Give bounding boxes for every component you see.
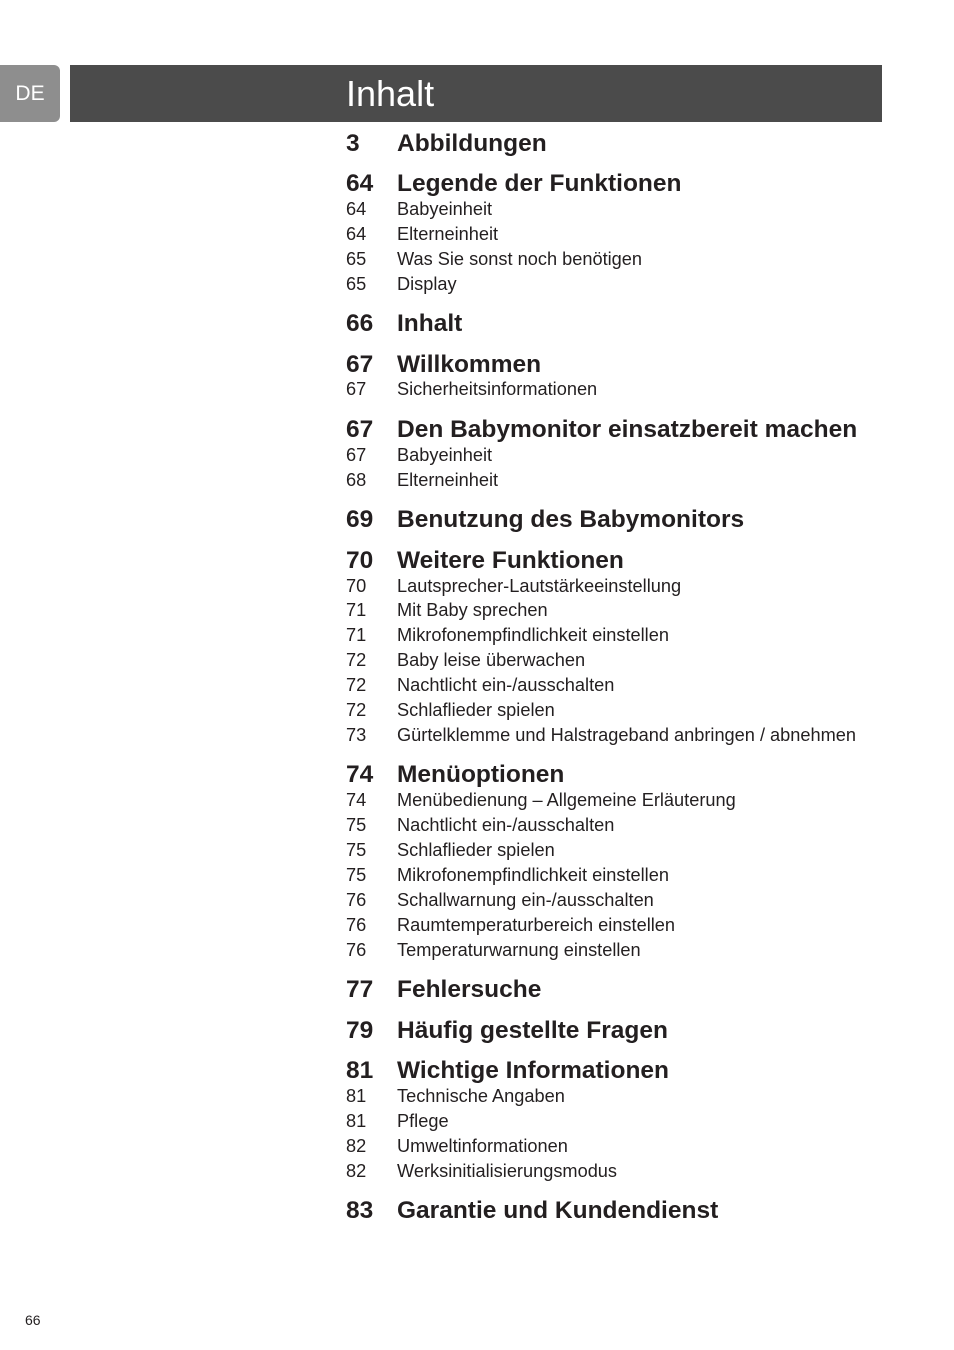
toc-heading [346,978,906,1003]
toc-entry-page: 81 [346,1085,367,1106]
toc-entry-title: Nachtlicht ein-/ausschalten [397,815,615,836]
toc-entry-page: 82 [346,1160,367,1181]
toc-heading-page: 67 [346,350,374,378]
toc-entry-title: Schallwarnung ein-/ausschalten [397,889,654,910]
toc-heading [346,508,906,533]
toc-heading-title: Wichtige Informationen [397,1057,670,1085]
toc-entry-page: 72 [346,699,367,720]
toc-heading-page: 77 [346,976,374,1004]
page-title: Inhalt [346,73,435,114]
toc-heading-title: Fehlersuche [397,976,542,1004]
toc-entry [346,1084,906,1109]
toc-section [346,546,906,748]
toc-section [346,350,906,403]
toc-heading [346,763,906,788]
toc-entry-page: 71 [346,600,367,621]
toc-heading [346,350,906,378]
language-tab: DE [0,65,60,122]
toc-entry [346,1109,906,1134]
toc-heading-title: Den Babymonitor einsatzbereit machen [397,415,858,443]
toc-heading-page: 66 [346,310,374,338]
toc-entry-title: Baby leise überwachen [397,650,586,671]
toc-heading-title: Menüoptionen [397,761,565,789]
toc-entry-page: 71 [346,625,367,646]
toc-entry [346,698,906,723]
toc-entry-title: Elterneinheit [397,469,499,490]
toc-entry [346,468,906,493]
toc-section [346,129,906,157]
toc-entry [346,623,906,648]
toc-entry-page: 72 [346,650,367,671]
toc-section [346,508,906,533]
toc-entry-page: 82 [346,1135,367,1156]
toc-entry-page: 64 [346,198,367,219]
toc-entry-title: Raumtemperaturbereich einstellen [397,914,676,935]
toc-entry-page: 64 [346,223,367,244]
toc-entry-page: 67 [346,444,367,465]
toc-section [346,169,906,296]
toc-entry-page: 68 [346,469,367,490]
toc-heading-title: Willkommen [397,350,542,378]
toc-heading-page: 81 [346,1057,374,1085]
toc-entry [346,574,906,599]
toc-entry-title: Menübedienung – Allgemeine Erläuterung [397,790,736,811]
toc-section [346,1199,906,1224]
toc-entry-title: Umweltinformationen [397,1135,568,1156]
toc-entry-title: Technische Angaben [397,1085,565,1106]
toc-heading [346,1016,906,1044]
toc-entry-page: 75 [346,864,367,885]
toc-heading-page: 3 [346,129,360,157]
toc-entry-title: Mikrofonempfindlichkeit einstellen [397,864,669,885]
toc-entry-page: 75 [346,815,367,836]
toc-entry [346,648,906,673]
toc-entry-page: 70 [346,575,367,596]
toc-heading-title: Garantie und Kundendienst [397,1197,719,1225]
toc-entry-page: 76 [346,939,367,960]
toc-heading-page: 69 [346,506,374,534]
toc-entry [346,888,906,913]
toc-heading-page: 67 [346,415,374,443]
toc-heading-title: Benutzung des Babymonitors [397,506,745,534]
toc [346,129,906,1225]
toc-entry-title: Mit Baby sprechen [397,600,548,621]
toc-heading-title: Inhalt [397,310,463,338]
toc-entry-page: 65 [346,248,367,269]
toc-entry-title: Werksinitialisierungsmodus [397,1160,618,1181]
toc-entry-page: 76 [346,914,367,935]
toc-heading [346,415,906,443]
toc-entry [346,598,906,623]
toc-entry-title: Schlaflieder spielen [397,699,555,720]
toc-heading-page: 74 [346,761,374,789]
toc-entry-title: Mikrofonempfindlichkeit einstellen [397,625,669,646]
toc-entry-title: Temperaturwarnung einstellen [397,939,641,960]
toc-entry-title: Sicherheitsinformationen [397,379,598,400]
toc-heading-page: 70 [346,546,374,574]
toc-entry-title: Babyeinheit [397,444,493,465]
toc-entry-page: 74 [346,790,367,811]
toc-entry [346,222,906,247]
toc-heading [346,546,906,574]
toc-entry-page: 73 [346,724,367,745]
toc-entry-title: Babyeinheit [397,198,493,219]
toc-entry [346,272,906,297]
toc-heading-title: Abbildungen [397,129,547,157]
toc-entry [346,443,906,468]
toc-heading [346,169,906,197]
toc-entry [346,838,906,863]
header-bar [70,65,882,122]
toc-section [346,763,906,962]
toc-entry-page: 65 [346,273,367,294]
toc-section [346,312,906,337]
toc-entry-title: Elterneinheit [397,223,499,244]
toc-heading-page: 79 [346,1016,374,1044]
toc-entry [346,813,906,838]
toc-entry-title: Lautsprecher-Lautstärkeeinstellung [397,575,682,596]
toc-entry-title: Gürtelklemme und Halstrageband anbringen / abnehmen [397,724,857,745]
toc-entry-title: Display [397,273,457,294]
toc-entry [346,247,906,272]
toc-heading [346,312,906,337]
toc-heading-page: 64 [346,169,374,197]
toc-entry [346,938,906,963]
toc-section [346,415,906,493]
toc-entry-title: Was Sie sonst noch benötigen [397,248,643,269]
toc-entry [346,197,906,222]
toc-heading [346,129,906,157]
toc-heading-title: Legende der Funktionen [397,169,682,197]
toc-entry [346,377,906,402]
toc-heading [346,1059,906,1084]
toc-entry-title: Schlaflieder spielen [397,840,555,861]
toc-entry-title: Nachtlicht ein-/ausschalten [397,675,615,696]
toc-entry-title: Pflege [397,1110,449,1131]
toc-entry [346,1134,906,1159]
toc-section [346,1059,906,1183]
toc-heading [346,1199,906,1224]
toc-section [346,1016,906,1044]
toc-entry [346,1159,906,1184]
toc-entry [346,863,906,888]
toc-entry-page: 67 [346,379,367,400]
toc-heading-title: Weitere Funktionen [397,546,624,574]
toc-entry [346,723,906,748]
toc-entry-page: 72 [346,675,367,696]
page-number: 66 [25,1312,41,1328]
toc-section [346,978,906,1003]
toc-entry [346,788,906,813]
toc-entry [346,673,906,698]
toc-heading-page: 83 [346,1197,374,1225]
toc-entry-page: 75 [346,840,367,861]
toc-heading-title: Häufig gestellte Fragen [397,1016,668,1044]
toc-entry [346,913,906,938]
toc-entry-page: 81 [346,1110,367,1131]
toc-entry-page: 76 [346,889,367,910]
